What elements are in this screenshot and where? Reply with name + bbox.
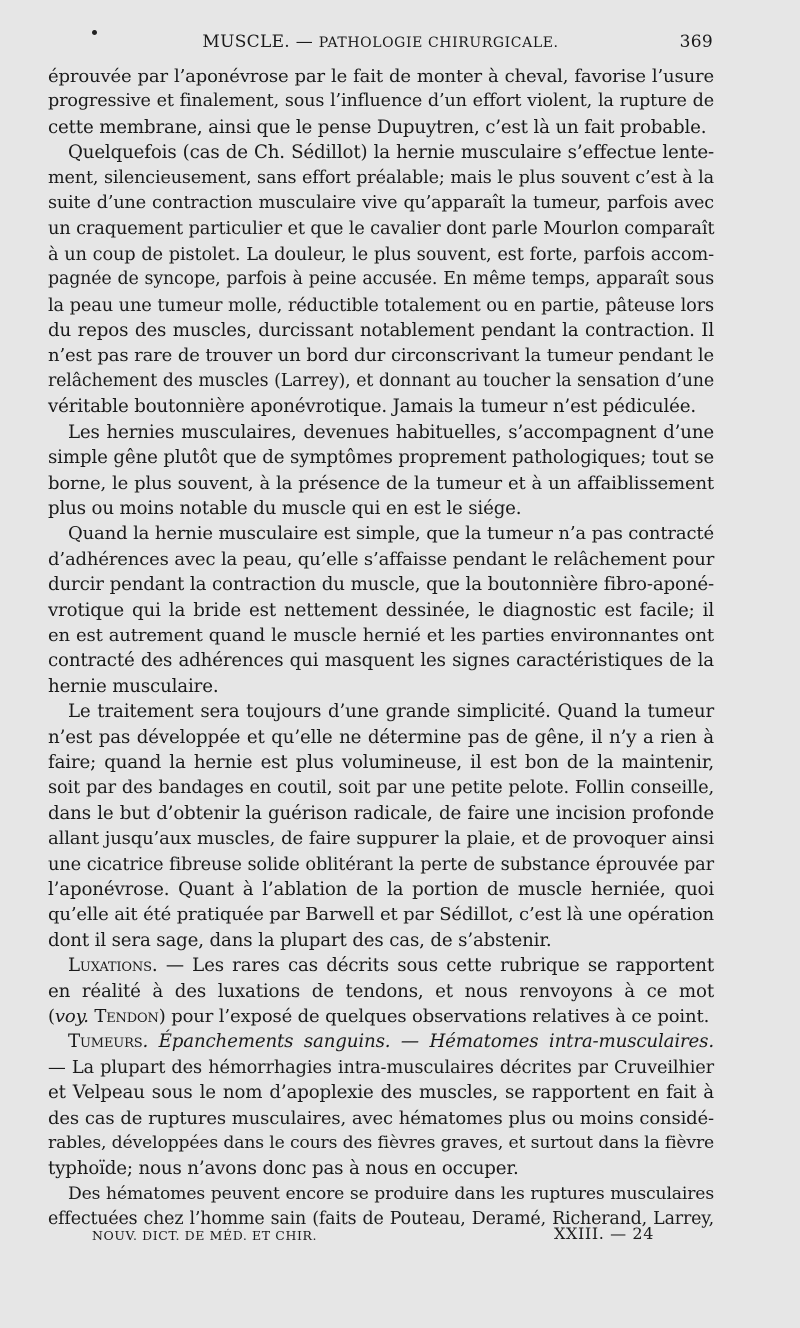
- running-title: [48, 32, 713, 52]
- body-text: [48, 64, 714, 1233]
- text-line: vrotique qui la bride est nettement dessinée, le diagnostic est facile; il: [48, 599, 714, 621]
- footer-volume: XXIII. — 24: [554, 1224, 654, 1243]
- text-line: allant jusqu’aux muscles, de faire suppurer la plaie, et de provoquer ainsi: [48, 828, 714, 850]
- luxations-text-end: ) pour l’exposé de quelques observations relatives à ce point.: [158, 1006, 710, 1028]
- text-line: simple gêne plutôt que de symptômes proprement pathologiques; tout se: [48, 447, 714, 469]
- text-line: des cas de ruptures musculaires, avec hématomes plus ou moins considé-: [48, 1107, 714, 1129]
- luxations-heading: Luxations: [68, 955, 152, 977]
- text-line: typhoïde; nous n’avons donc pas à nous en occuper.: [48, 1158, 519, 1180]
- paragraph-4: [48, 521, 714, 699]
- text-line: soit par des bandages en coutil, soit par une petite pelote. Follin conseille,: [48, 777, 714, 799]
- text-line: rables, développées dans le cours des fièvres graves, et surtout dans la fièvre: [48, 1133, 715, 1154]
- text-line: cette membrane, ainsi que le pense Dupuytren, c’est là un fait probable.: [48, 116, 707, 138]
- text-line: contracté des adhérences qui masquent les signes caractéristiques de la: [48, 650, 714, 672]
- text-line: dans le but d’obtenir la guérison radicale, de faire une incision profonde: [48, 802, 714, 824]
- text-line: à un coup de pistolet. La douleur, le plus souvent, est forte, parfois accom-: [48, 243, 714, 265]
- text-line: Quand la hernie musculaire est simple, que la tumeur n’a pas contracté: [68, 523, 714, 545]
- running-head: [48, 32, 713, 58]
- text-line: la peau une tumeur molle, réductible totalement ou en partie, pâteuse lors: [48, 294, 714, 316]
- paren-open: (: [48, 1006, 55, 1028]
- tumeurs-heading: Tumeurs: [68, 1031, 143, 1053]
- text-line: du repos des muscles, durcissant notablement pendant la contraction. Il: [48, 320, 714, 342]
- text-line: [48, 953, 714, 978]
- running-title-sub: PATHOLOGIE CHIRURGICALE.: [318, 35, 559, 51]
- text-line: — La plupart des hémorrhagies intra-musculaires décrites par Cruveilhier: [48, 1056, 714, 1078]
- page-number: 369: [679, 32, 713, 52]
- text-line: faire; quand la hernie est plus volumineuse, il est bon de la maintenir,: [48, 751, 714, 773]
- text-line: éprouvée par l’aponévrose par le fait de monter à cheval, favorise l’usure: [48, 66, 714, 87]
- text-line: plus ou moins notable du muscle qui en est le siége.: [48, 497, 522, 519]
- text-line: [48, 1029, 714, 1054]
- text-line: n’est pas développée et qu’elle ne détermine pas de gêne, il n’y a rien à: [48, 726, 714, 748]
- text-line: en réalité à des luxations de tendons, et nous renvoyons à ce mot: [48, 980, 714, 1002]
- text-line: ment, silencieusement, sans effort préalable; mais le plus souvent c’est à la: [48, 167, 714, 188]
- text-line: en est autrement quand le muscle hernié et les parties environnantes ont: [48, 624, 714, 646]
- paragraph-5: [48, 699, 714, 953]
- text-line: Des hématomes peuvent encore se produire dans les ruptures musculaires: [68, 1183, 714, 1204]
- text-line: Le traitement sera toujours d’une grande simplicité. Quand la tumeur: [68, 701, 714, 723]
- text-line: [48, 1004, 714, 1029]
- luxations-text: . — Les rares cas décrits sous cette rubrique se rapportent: [151, 955, 714, 977]
- tumeurs-paragraph: [48, 1029, 714, 1181]
- text-line: et Velpeau sous le nom d’apoplexie des muscles, se rapportent en fait à: [48, 1082, 714, 1104]
- running-title-main: MUSCLE.: [202, 32, 290, 52]
- paragraph-3: [48, 420, 714, 522]
- text-line: véritable boutonnière aponévrotique. Jamais la tumeur n’est pédiculée.: [48, 396, 697, 418]
- text-line: hernie musculaire.: [48, 675, 219, 697]
- text-line: durcir pendant la contraction du muscle, que la boutonnière fibro-aponé-: [48, 574, 714, 596]
- text-line: n’est pas rare de trouver un bord dur circonscrivant la tumeur pendant le: [48, 345, 714, 367]
- text-line: une cicatrice fibreuse solide oblitérant la perte de substance éprouvée par: [48, 853, 714, 875]
- text-line: un craquement particulier et que le cavalier dont parle Mourlon comparaît: [48, 218, 715, 240]
- text-line: effectuées chez l’homme sain (faits de Pouteau, Deramé, Richerand, Larrey,: [48, 1209, 714, 1230]
- page-footer: [48, 1226, 714, 1248]
- tumeurs-subheading: . Épanchements sanguins. — Hématomes intra-musculaires.: [142, 1031, 714, 1053]
- text-line: progressive et finalement, sous l’influence d’un effort violent, la rupture de: [48, 91, 714, 112]
- text-line: suite d’une contraction musculaire vive qu’apparaît la tumeur, parfois avec: [48, 193, 714, 214]
- running-title-separator: —: [289, 32, 319, 52]
- text-line: l’aponévrose. Quant à l’ablation de la portion de muscle herniée, quoi: [48, 879, 714, 900]
- footer-signature: NOUV. DICT. DE MÉD. ET CHIR.: [92, 1228, 318, 1243]
- text-line: borne, le plus souvent, à la présence de la tumeur et à un affaiblissement: [48, 472, 714, 494]
- cross-reference-voy: voy.: [54, 1006, 89, 1028]
- text-line: pagnée de syncope, parfois à peine accusée. En même temps, apparaît sous: [48, 269, 714, 290]
- text-line: relâchement des muscles (Larrey), et donnant au toucher la sensation d’une: [48, 370, 714, 391]
- text-line: d’adhérences avec la peau, qu’elle s’affaisse pendant le relâchement pour: [48, 548, 715, 570]
- text-line: qu’elle ait été pratiquée par Barwell et par Sédillot, c’est là une opération: [48, 904, 714, 926]
- luxations-paragraph: [48, 953, 714, 1029]
- text-line: Les hernies musculaires, devenues habituelles, s’accompagnent d’une: [68, 421, 714, 443]
- paragraph-1: [48, 64, 714, 140]
- text-line: dont il sera sage, dans la plupart des cas, de s’abstenir.: [48, 929, 552, 951]
- text-line: Quelquefois (cas de Ch. Sédillot) la hernie musculaire s’effectue lente-: [68, 142, 714, 164]
- cross-reference-tendon: Tendon: [94, 1006, 159, 1028]
- paragraph-2: [48, 140, 714, 419]
